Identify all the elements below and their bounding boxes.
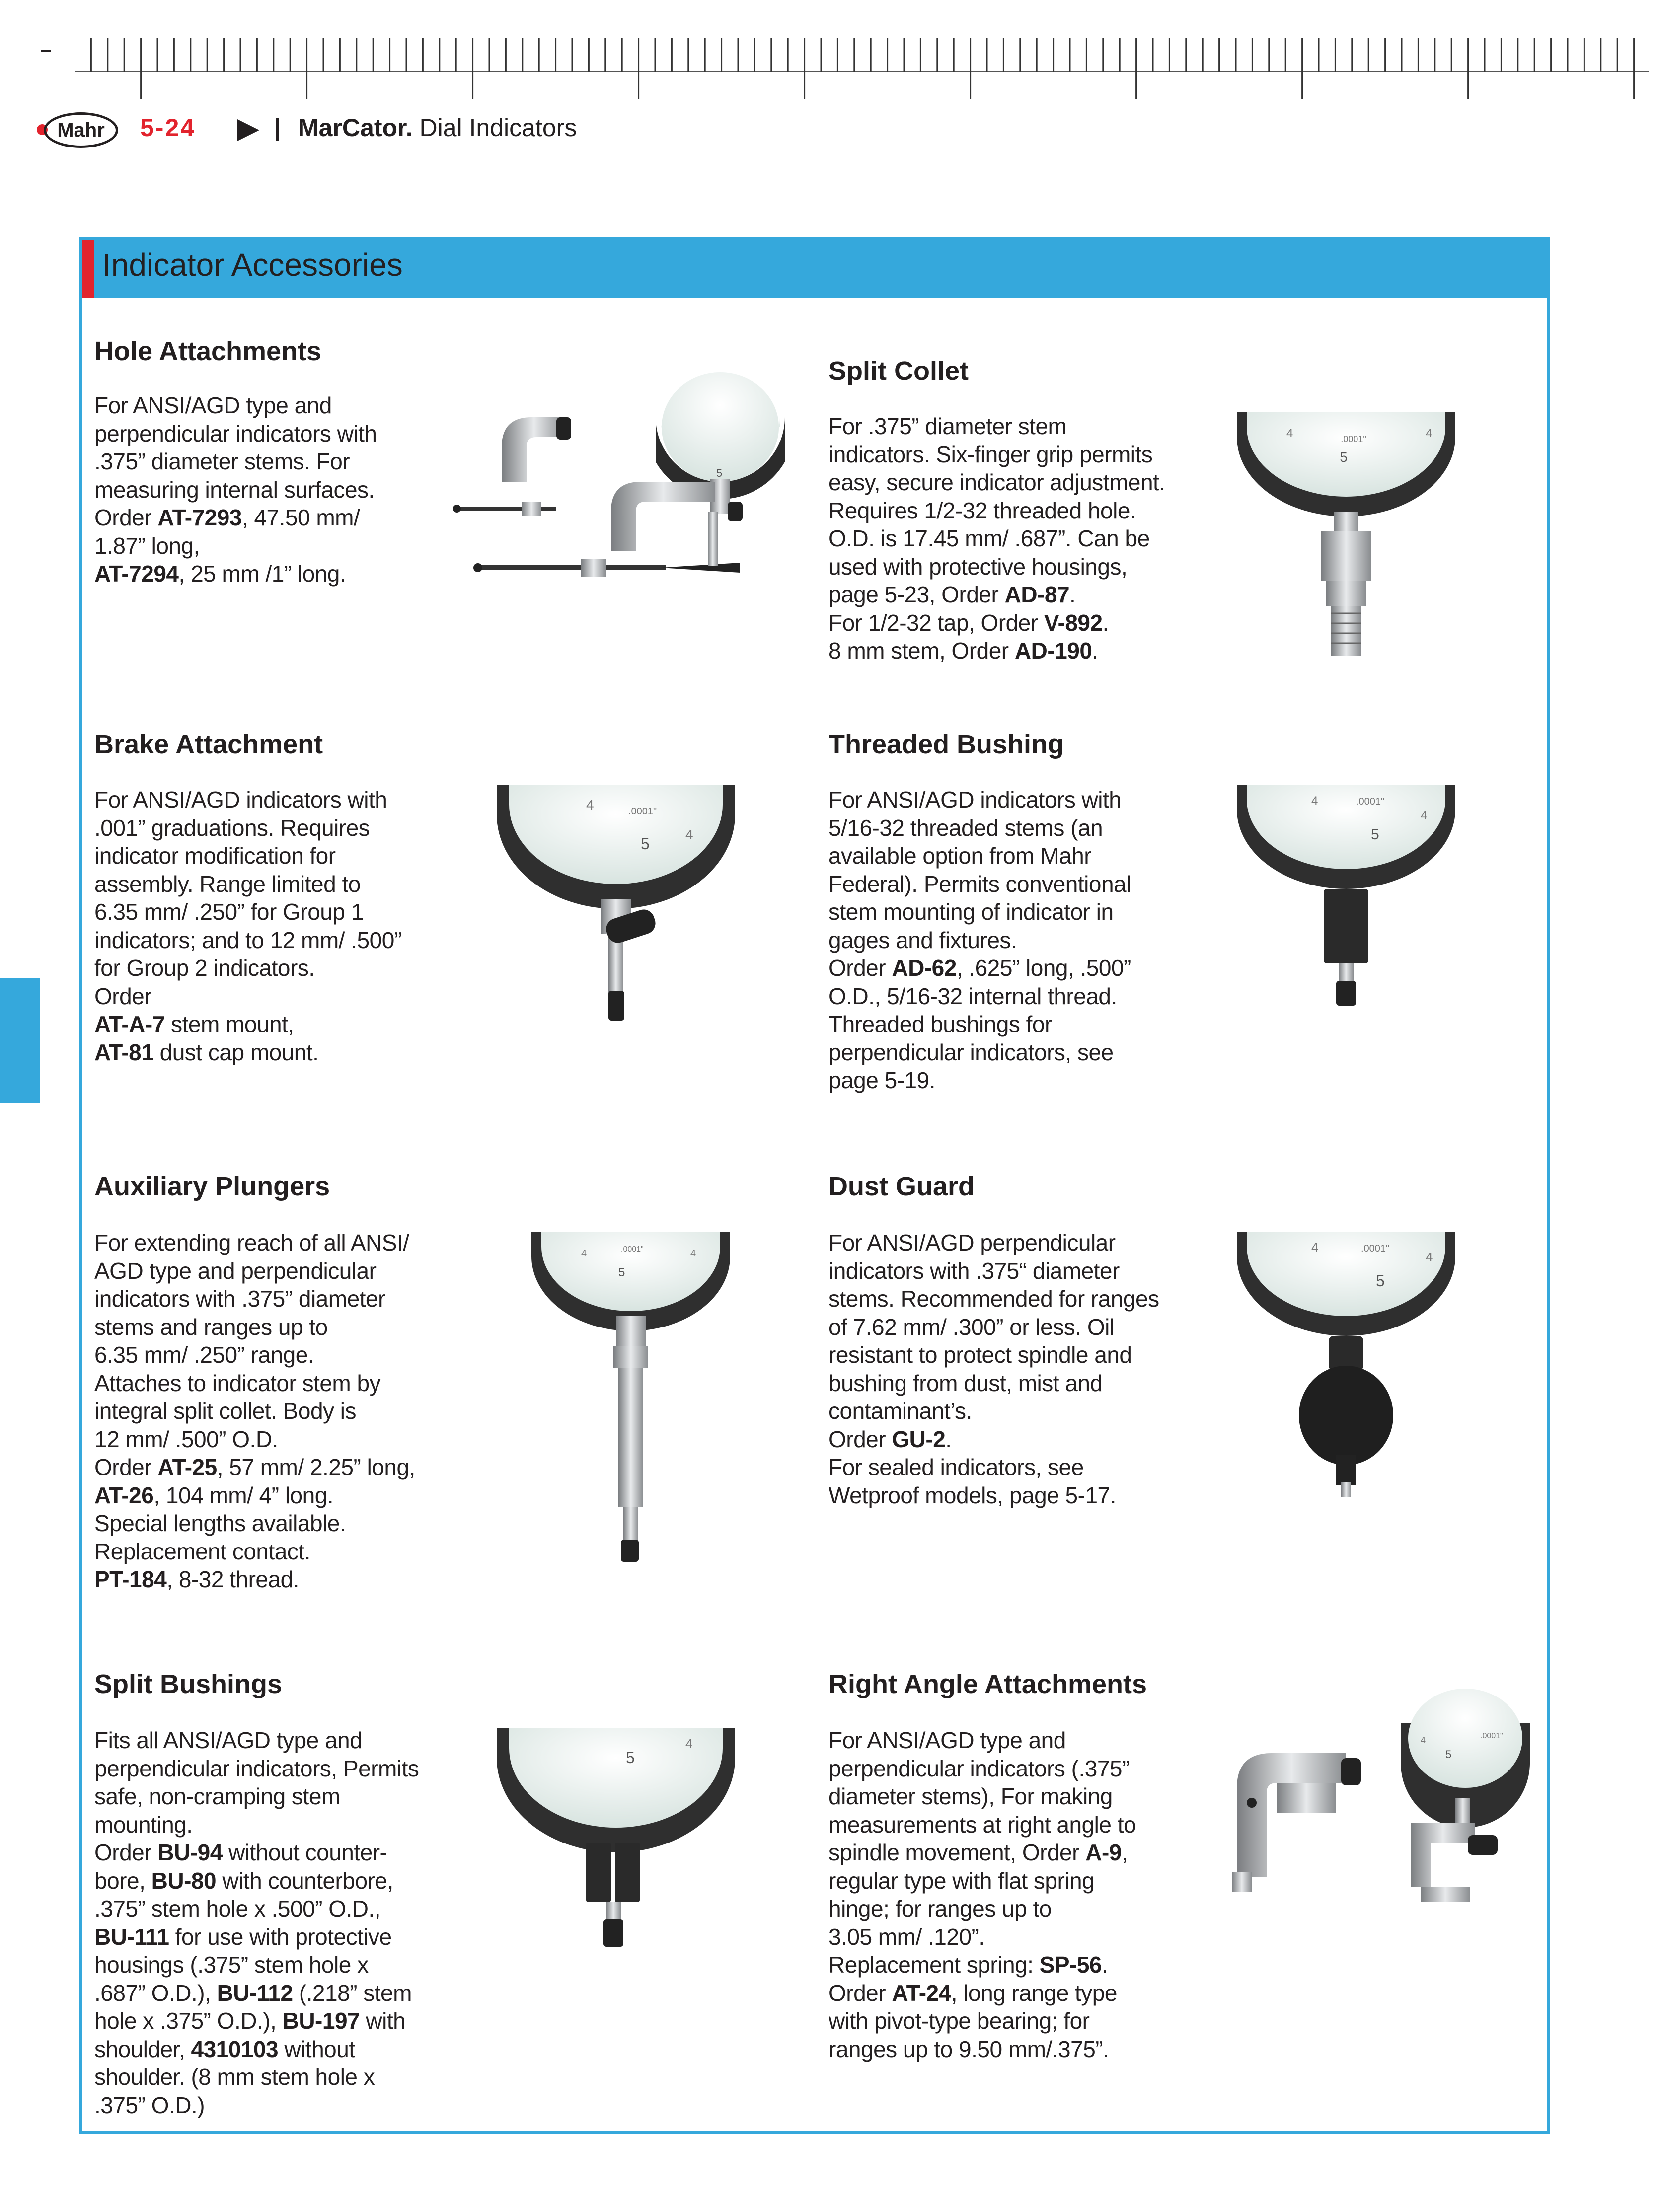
text-run: bore, bbox=[94, 1867, 151, 1894]
text-line bbox=[94, 1867, 419, 1895]
text-line bbox=[829, 1979, 1136, 2007]
text-run: indicators with .375“ diameter bbox=[829, 1257, 1120, 1284]
text-run: for use with protective bbox=[169, 1923, 392, 1950]
text-run: stem mounting of indicator in bbox=[829, 899, 1114, 925]
text-run: 5/16-32 threaded stems (an bbox=[829, 814, 1103, 841]
text-line bbox=[829, 468, 1165, 497]
text-run: Order bbox=[829, 1426, 892, 1452]
text-run: . bbox=[1069, 582, 1076, 607]
text-line bbox=[829, 1951, 1136, 1979]
text-line bbox=[94, 1341, 415, 1369]
text-run: Fits all ANSI/AGD type and bbox=[94, 1727, 363, 1753]
text-run: For 1/2-32 tap, Order bbox=[829, 609, 1044, 636]
dial-numeral: 4 bbox=[1286, 427, 1293, 440]
text-run: easy, secure indicator adjustment. bbox=[829, 469, 1165, 495]
text-line bbox=[94, 1257, 415, 1285]
text-run: O.D., 5/16-32 internal thread. bbox=[829, 983, 1117, 1009]
text-run: Replacement contact. bbox=[94, 1538, 310, 1564]
text-run: 1.87” long, bbox=[94, 532, 200, 559]
section-title: Indicator Accessories bbox=[102, 247, 403, 283]
text-split-collet bbox=[829, 412, 1165, 665]
text-run: Order bbox=[829, 1980, 892, 2006]
text-line bbox=[829, 1755, 1136, 1783]
dial-numeral: 5 bbox=[1371, 826, 1379, 843]
text-run: For ANSI/AGD type and bbox=[829, 1727, 1066, 1753]
page-number: 5-24 bbox=[140, 114, 196, 142]
text-line bbox=[829, 1341, 1159, 1369]
dial-numeral: 5 bbox=[626, 1749, 635, 1767]
text-run: Threaded bushings for bbox=[829, 1011, 1052, 1037]
text-split-bushings bbox=[94, 1726, 419, 2119]
text-run: without bbox=[278, 2036, 355, 2062]
text-brake-attachment bbox=[94, 786, 402, 1066]
dial-unit: .0001" bbox=[1480, 1732, 1503, 1740]
logo-text: Mahr bbox=[57, 119, 105, 141]
text-line bbox=[829, 441, 1165, 469]
dial-unit: .0001" bbox=[1356, 796, 1385, 807]
text-run: stems and ranges up to bbox=[94, 1314, 328, 1340]
text-run: . bbox=[945, 1426, 952, 1452]
text-run: 6.35 mm/ .250” for Group 1 bbox=[94, 899, 364, 925]
text-run: . bbox=[1102, 1952, 1108, 1978]
text-line bbox=[94, 1811, 419, 1839]
text-run: Wetproof models, page 5-17. bbox=[829, 1482, 1116, 1508]
side-tab bbox=[0, 978, 40, 1103]
dial-numeral: 5 bbox=[1376, 1272, 1385, 1290]
play-arrow-icon bbox=[237, 119, 259, 141]
text-run: For ANSI/AGD indicators with bbox=[829, 787, 1122, 812]
text-run: For .375” diameter stem bbox=[829, 413, 1067, 439]
text-run: Order bbox=[94, 1840, 158, 1865]
dial-numeral: 5 bbox=[1445, 1748, 1452, 1761]
dial-unit: .0001" bbox=[1341, 434, 1366, 444]
text-dust-guard bbox=[829, 1229, 1159, 1509]
text-run: .375” diameter stems. For bbox=[94, 448, 350, 474]
dial-numeral: 4 bbox=[1311, 794, 1318, 808]
auxiliary-plungers-image bbox=[531, 1232, 730, 1569]
text-line bbox=[94, 2091, 419, 2120]
text-line bbox=[94, 1038, 402, 1067]
dial-unit: .0001" bbox=[1361, 1243, 1390, 1254]
order-code: GU-2 bbox=[892, 1426, 946, 1452]
text-run: Replacement spring: bbox=[829, 1952, 1040, 1978]
text-line bbox=[829, 1453, 1159, 1481]
text-run: Order bbox=[94, 983, 152, 1009]
text-line bbox=[829, 1038, 1131, 1067]
measurement-ruler bbox=[75, 34, 1649, 103]
dial-numeral: 4 bbox=[1426, 427, 1433, 440]
text-line bbox=[829, 954, 1131, 982]
heading-split-collet: Split Collet bbox=[829, 356, 969, 386]
text-run: resistant to protect spindle and bbox=[829, 1342, 1132, 1368]
text-run: For extending reach of all ANSI/ bbox=[94, 1230, 409, 1255]
text-line bbox=[829, 870, 1131, 898]
split-collet-image bbox=[1237, 412, 1455, 670]
order-code: BU-111 bbox=[94, 1923, 169, 1950]
text-line bbox=[94, 954, 402, 982]
split-bushings-image bbox=[497, 1728, 735, 1962]
section-red-marker bbox=[82, 240, 94, 298]
order-code: AT-7293 bbox=[157, 505, 242, 530]
text-line bbox=[94, 1285, 415, 1313]
text-line bbox=[829, 1811, 1136, 1839]
text-line bbox=[829, 1839, 1136, 1867]
order-code: AT-25 bbox=[157, 1454, 217, 1480]
text-run: , 47.50 mm/ bbox=[241, 505, 360, 530]
text-run: (.218” stem bbox=[293, 1980, 412, 2006]
text-line bbox=[829, 1481, 1159, 1510]
text-line bbox=[94, 476, 377, 504]
dial-numeral: 4 bbox=[581, 1248, 587, 1259]
order-code: A-9 bbox=[1085, 1840, 1122, 1865]
text-run: with counterbore, bbox=[216, 1867, 393, 1894]
text-run: .001” graduations. Requires bbox=[94, 814, 370, 841]
text-run: For ANSI/AGD type and bbox=[94, 392, 332, 418]
text-run: hole x .375” O.D.), bbox=[94, 2008, 283, 2034]
text-run: bushing from dust, mist and bbox=[829, 1370, 1103, 1396]
text-line bbox=[94, 1369, 415, 1398]
text-run: For ANSI/AGD perpendicular bbox=[829, 1230, 1116, 1255]
text-line bbox=[94, 870, 402, 898]
text-run: 12 mm/ .500” O.D. bbox=[94, 1426, 278, 1452]
text-line bbox=[94, 1313, 415, 1341]
text-line bbox=[94, 1951, 419, 1979]
text-run: without counter- bbox=[222, 1840, 387, 1865]
text-run: measurements at right angle to bbox=[829, 1811, 1136, 1838]
heading-hole-attachments: Hole Attachments bbox=[94, 336, 322, 366]
text-line bbox=[94, 1229, 415, 1257]
text-run: perpendicular indicators (.375” bbox=[829, 1755, 1130, 1781]
text-line bbox=[829, 1285, 1159, 1313]
order-code: AD-190 bbox=[1014, 638, 1092, 664]
text-run: Attaches to indicator stem by bbox=[94, 1370, 381, 1396]
dial-numeral: 4 bbox=[690, 1248, 696, 1259]
text-run: mounting. bbox=[94, 1811, 193, 1838]
text-line bbox=[94, 1565, 415, 1594]
text-line bbox=[829, 1313, 1159, 1341]
text-run: shoulder, bbox=[94, 2036, 191, 2062]
order-code: AT-7294 bbox=[94, 561, 179, 587]
text-line bbox=[829, 1010, 1131, 1038]
text-line bbox=[94, 982, 402, 1011]
dial-numeral: 4 bbox=[685, 1736, 693, 1751]
text-line bbox=[94, 447, 377, 476]
text-run: shoulder. (8 mm stem hole x bbox=[94, 2064, 375, 2090]
text-line bbox=[94, 1839, 419, 1867]
text-run: . bbox=[1102, 609, 1109, 636]
heading-auxiliary-plungers: Auxiliary Plungers bbox=[94, 1172, 330, 1201]
text-line bbox=[829, 814, 1131, 842]
order-code: BU-94 bbox=[157, 1840, 223, 1865]
text-run: Federal). Permits conventional bbox=[829, 871, 1131, 897]
text-line bbox=[829, 2007, 1136, 2035]
text-run: .375” stem hole x .500” O.D., bbox=[94, 1896, 381, 1921]
text-run: O.D. is 17.45 mm/ .687”. Can be bbox=[829, 525, 1150, 551]
order-code: BU-197 bbox=[282, 2008, 360, 2034]
order-code: AT-A-7 bbox=[94, 1011, 165, 1037]
dial-numeral: 4 bbox=[685, 827, 693, 842]
order-code: SP-56 bbox=[1039, 1952, 1102, 1978]
text-line bbox=[94, 1481, 415, 1510]
brand-name: MarCator. bbox=[298, 114, 413, 142]
order-code: AT-81 bbox=[94, 1039, 154, 1065]
dial-numeral: 5 bbox=[618, 1266, 625, 1279]
text-run: measuring internal surfaces. bbox=[94, 476, 375, 503]
text-line bbox=[94, 898, 402, 926]
heading-split-bushings: Split Bushings bbox=[94, 1669, 282, 1699]
separator-bar bbox=[276, 118, 279, 141]
text-run: ranges up to 9.50 mm/.375”. bbox=[829, 2036, 1109, 2062]
catalog-title bbox=[298, 113, 577, 142]
brand-subtitle: Dial Indicators bbox=[412, 114, 577, 142]
page-dash bbox=[41, 50, 51, 52]
text-run: page 5-23, Order bbox=[829, 582, 1005, 607]
text-line bbox=[829, 2035, 1136, 2064]
text-run: 6.35 mm/ .250” range. bbox=[94, 1342, 314, 1368]
order-code: AD-62 bbox=[892, 955, 957, 981]
text-run: indicator modification for bbox=[94, 843, 336, 869]
dial-numeral: 4 bbox=[1421, 809, 1428, 822]
text-line bbox=[829, 553, 1165, 581]
text-line bbox=[94, 926, 402, 955]
text-line bbox=[94, 560, 377, 588]
text-line bbox=[829, 1782, 1136, 1811]
text-line bbox=[829, 1425, 1159, 1454]
text-line bbox=[829, 1923, 1136, 1951]
dial-numeral: 4 bbox=[586, 797, 594, 812]
dial-numeral: 4 bbox=[1311, 1240, 1319, 1254]
text-run: , long range type bbox=[951, 1980, 1117, 2006]
text-run: Order bbox=[94, 1454, 158, 1480]
text-line bbox=[94, 532, 377, 560]
dial-unit: .0001" bbox=[628, 806, 657, 817]
text-line bbox=[94, 1923, 419, 1951]
text-run: perpendicular indicators, Permits bbox=[94, 1755, 419, 1781]
text-line bbox=[94, 842, 402, 870]
text-run: with pivot-type bearing; for bbox=[829, 2008, 1090, 2034]
order-code: AT-26 bbox=[94, 1482, 154, 1508]
text-line bbox=[94, 1895, 419, 1923]
text-run: safe, non-cramping stem bbox=[94, 1783, 340, 1809]
text-run: . bbox=[1092, 638, 1098, 664]
text-line bbox=[94, 1509, 415, 1538]
text-run: gages and fixtures. bbox=[829, 927, 1017, 953]
text-line bbox=[829, 1369, 1159, 1398]
order-code: PT-184 bbox=[94, 1566, 167, 1592]
text-run: 3.05 mm/ .120”. bbox=[829, 1923, 985, 1950]
text-line bbox=[829, 524, 1165, 553]
text-run: regular type with flat spring bbox=[829, 1867, 1095, 1894]
text-line bbox=[94, 420, 377, 448]
text-line bbox=[829, 1066, 1131, 1095]
text-run: hinge; for ranges up to bbox=[829, 1896, 1052, 1921]
text-run: , 25 mm /1” long. bbox=[178, 561, 346, 587]
text-run: Order bbox=[829, 955, 892, 981]
order-code: V-892 bbox=[1044, 609, 1103, 636]
text-run: , .625” long, .500” bbox=[956, 955, 1131, 981]
text-right-angle-attachments bbox=[829, 1726, 1136, 2063]
text-run: Order bbox=[94, 505, 158, 530]
text-run: Requires 1/2-32 threaded hole. bbox=[829, 497, 1136, 523]
order-code: BU-112 bbox=[217, 1980, 293, 2006]
text-run: , 57 mm/ 2.25” long, bbox=[217, 1454, 415, 1480]
text-run: with bbox=[360, 2008, 406, 2034]
text-line bbox=[829, 1895, 1136, 1923]
text-run: contaminant’s. bbox=[829, 1398, 972, 1424]
text-line bbox=[829, 412, 1165, 441]
text-line bbox=[94, 814, 402, 842]
text-run: Special lengths available. bbox=[94, 1510, 346, 1536]
text-line bbox=[829, 1257, 1159, 1285]
text-threaded-bushing bbox=[829, 786, 1131, 1095]
text-line bbox=[829, 842, 1131, 870]
text-run: , bbox=[1121, 1840, 1128, 1865]
order-code: BU-80 bbox=[151, 1867, 217, 1894]
text-run: spindle movement, Order bbox=[829, 1840, 1086, 1865]
order-code: AD-87 bbox=[1004, 582, 1070, 607]
text-line bbox=[829, 1867, 1136, 1895]
text-line bbox=[829, 1229, 1159, 1257]
text-run: of 7.62 mm/ .300” or less. Oil bbox=[829, 1314, 1115, 1340]
text-line bbox=[94, 391, 377, 420]
text-line bbox=[829, 637, 1165, 665]
text-run: dust cap mount. bbox=[153, 1039, 319, 1065]
text-auxiliary-plungers bbox=[94, 1229, 415, 1594]
order-code: AT-24 bbox=[892, 1980, 951, 2006]
text-line bbox=[829, 609, 1165, 637]
text-line bbox=[94, 2063, 419, 2091]
right-angle-attachments-image bbox=[1222, 1723, 1530, 1947]
text-line bbox=[94, 1979, 419, 2007]
brake-attachment-image bbox=[497, 785, 735, 1033]
text-run: assembly. Range limited to bbox=[94, 871, 361, 897]
dial-numeral: 5 bbox=[1340, 449, 1348, 465]
heading-brake-attachment: Brake Attachment bbox=[94, 730, 323, 759]
hole-attachments-image bbox=[447, 397, 785, 596]
dial-numeral: 5 bbox=[716, 467, 723, 479]
text-line bbox=[829, 898, 1131, 926]
heading-right-angle-attachments: Right Angle Attachments bbox=[829, 1669, 1147, 1699]
text-line bbox=[829, 1397, 1159, 1425]
text-run: for Group 2 indicators. bbox=[94, 955, 315, 981]
dial-numeral: 4 bbox=[1426, 1250, 1433, 1264]
text-line bbox=[829, 786, 1131, 814]
text-run: , 8-32 thread. bbox=[166, 1566, 299, 1592]
heading-threaded-bushing: Threaded Bushing bbox=[829, 730, 1064, 759]
text-line bbox=[94, 1453, 415, 1481]
text-run: stem mount, bbox=[164, 1011, 294, 1037]
text-run: indicators. Six-finger grip permits bbox=[829, 441, 1153, 467]
text-run: integral split collet. Body is bbox=[94, 1398, 357, 1424]
dial-numeral: 4 bbox=[1421, 1735, 1426, 1745]
text-run: available option from Mahr bbox=[829, 843, 1092, 869]
text-run: .687” O.D.), bbox=[94, 1980, 217, 2006]
text-line bbox=[829, 1726, 1136, 1755]
text-line bbox=[94, 2035, 419, 2064]
dust-guard-image bbox=[1237, 1232, 1455, 1510]
text-run: For sealed indicators, see bbox=[829, 1454, 1084, 1480]
order-code: 4310103 bbox=[191, 2036, 279, 2062]
text-line bbox=[829, 581, 1165, 609]
heading-dust-guard: Dust Guard bbox=[829, 1172, 975, 1201]
text-line bbox=[829, 982, 1131, 1011]
text-run: 8 mm stem, Order bbox=[829, 638, 1015, 664]
text-run: perpendicular indicators with bbox=[94, 420, 377, 446]
dial-numeral: 5 bbox=[641, 835, 650, 853]
text-line bbox=[94, 1425, 415, 1454]
text-run: indicators with .375” diameter bbox=[94, 1286, 385, 1312]
text-run: AGD type and perpendicular bbox=[94, 1257, 377, 1284]
text-line bbox=[94, 1755, 419, 1783]
text-run: indicators; and to 12 mm/ .500” bbox=[94, 927, 402, 953]
mahr-logo bbox=[44, 112, 118, 148]
text-run: .375” O.D.) bbox=[94, 2092, 205, 2118]
text-line bbox=[94, 1726, 419, 1755]
text-line bbox=[94, 504, 377, 532]
text-run: used with protective housings, bbox=[829, 553, 1128, 580]
text-line bbox=[94, 1782, 419, 1811]
text-line bbox=[94, 1538, 415, 1566]
text-hole-attachments bbox=[94, 391, 377, 588]
text-run: diameter stems), For making bbox=[829, 1783, 1113, 1809]
text-line bbox=[829, 497, 1165, 525]
text-run: housings (.375” stem hole x bbox=[94, 1952, 369, 1978]
text-line bbox=[94, 2007, 419, 2035]
text-run: page 5-19. bbox=[829, 1067, 935, 1093]
text-line bbox=[94, 1397, 415, 1425]
dial-unit: .0001" bbox=[621, 1245, 644, 1253]
text-run: For ANSI/AGD indicators with bbox=[94, 787, 387, 812]
text-line bbox=[94, 1010, 402, 1038]
text-run: stems. Recommended for ranges bbox=[829, 1286, 1159, 1312]
threaded-bushing-image bbox=[1237, 785, 1455, 1013]
text-run: perpendicular indicators, see bbox=[829, 1039, 1114, 1065]
text-run: , 104 mm/ 4” long. bbox=[153, 1482, 334, 1508]
text-line bbox=[94, 786, 402, 814]
text-line bbox=[829, 926, 1131, 955]
